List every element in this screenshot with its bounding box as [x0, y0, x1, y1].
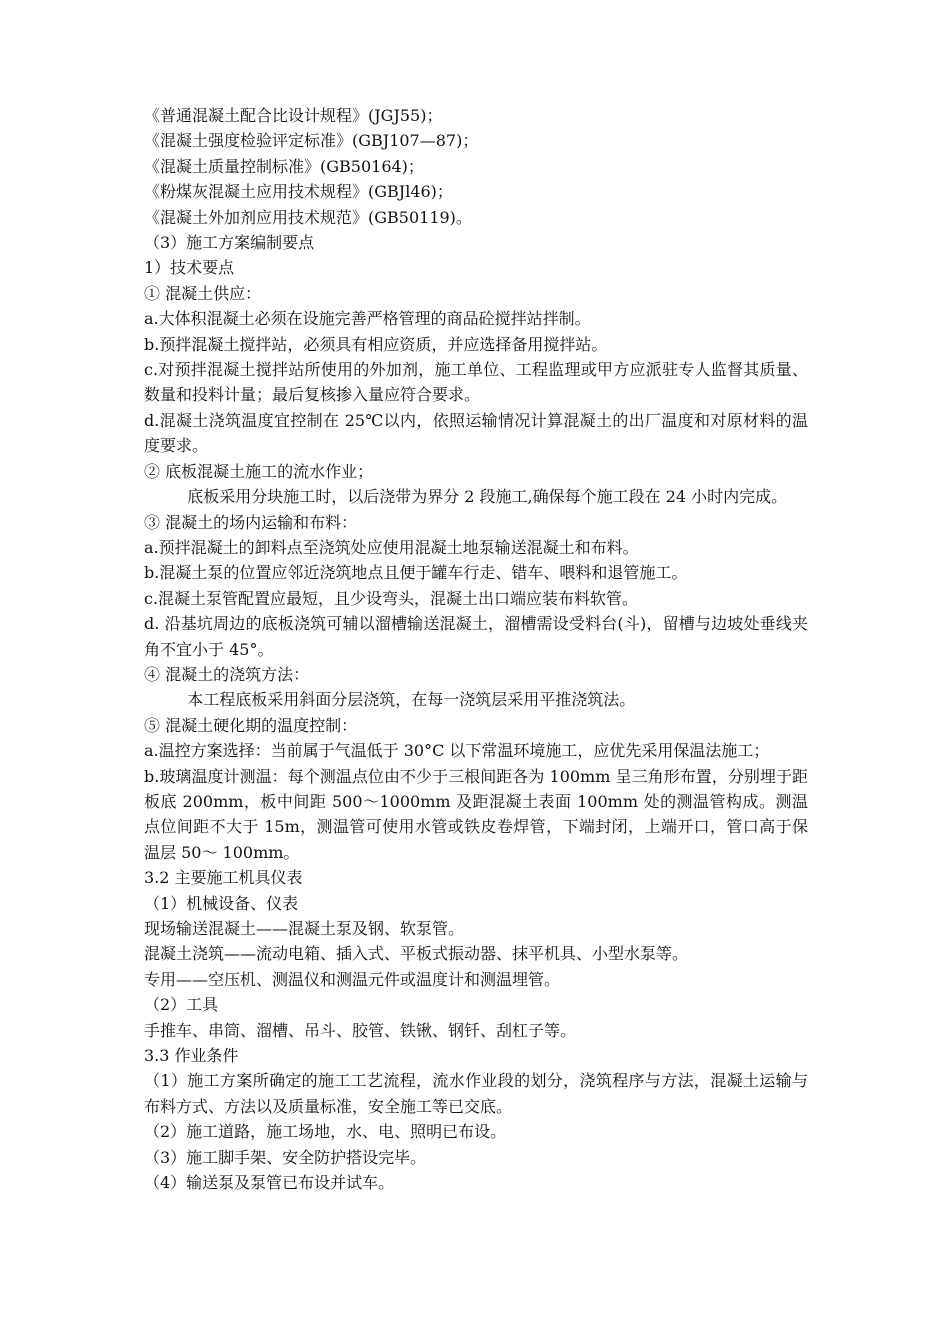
- heading-tools: （2）工具: [144, 995, 219, 1015]
- condition-item-2: （2）施工道路，施工场地，水、电、照明已布设。: [144, 1122, 507, 1142]
- condition-item-1: （1）施工方案所确定的施工工艺流程，流水作业段的划分，浇筑程序与方法，混凝土运输与布料方式、方法以及质量标准，安全施工等已交底。: [144, 1071, 808, 1116]
- transport-item-b: b.混凝土泵的位置应邻近浇筑地点且便于罐车行走、错车、喂料和退管施工。: [144, 563, 688, 583]
- machinery-item-special: 专用——空压机、测温仪和测温元件或温度计和测温埋管。: [144, 969, 561, 989]
- heading-site-transport: ③ 混凝土的场内运输和布料：: [144, 512, 358, 532]
- heading-section-3-2: 3.2 主要施工机具仪表: [144, 868, 303, 888]
- temperature-item-b: b.玻璃温度计测温：每个测温点位由不少于三根间距各为 100mm 呈三角形布置，分别埋于距板底 200mm，板中间距 500～1000mm 及距混凝土表面 100mm 处的测温管构成。测温点位间距不大于 15m，测温管可使用水管或铁皮卷焊管，下端封闭，上端开口，管口高于保温层 50～ 100mm。: [144, 766, 808, 862]
- transport-item-a: a.预拌混凝土的卸料点至浇筑处应使用混凝土地泵输送混凝土和布料。: [144, 537, 639, 557]
- standard-ref-gbj146: 《粉煤灰混凝土应用技术规程》(GBJl46)；: [144, 182, 453, 202]
- condition-item-3: （3）施工脚手架、安全防护搭设完毕。: [144, 1147, 427, 1167]
- flow-operation-text: 底板采用分块施工时，以后浇带为界分 2 段施工,确保每个施工段在 24 小时内完成。: [187, 487, 788, 507]
- document-body: [144, 103, 808, 1195]
- heading-technical-points: 1）技术要点: [144, 258, 235, 278]
- standard-ref-gbj107: 《混凝土强度检验评定标准》(GBJ107—87)；: [144, 131, 479, 151]
- pouring-method-text: 本工程底板采用斜面分层浇筑，在每一浇筑层采用平推浇筑法。: [187, 690, 636, 710]
- standard-ref-gb50164: 《混凝土质量控制标准》(GB50164)；: [144, 156, 424, 176]
- supply-item-d: d.混凝土浇筑温度宜控制在 25℃以内，依照运输情况计算混凝土的出厂温度和对原材料的温度要求。: [144, 410, 808, 456]
- tools-list: 手推车、串筒、溜槽、吊斗、胶管、铁锹、钢钎、刮杠子等。: [144, 1020, 577, 1040]
- heading-flow-operation: ② 底板混凝土施工的流水作业；: [144, 461, 374, 481]
- supply-item-a: a.大体积混凝土必须在设施完善严格管理的商品砼搅拌站拌制。: [144, 309, 591, 329]
- heading-section-3-3: 3.3 作业条件: [144, 1046, 239, 1066]
- standard-ref-jgj55: 《普通混凝土配合比设计规程》(JGJ55)；: [144, 106, 443, 125]
- machinery-item-transport: 现场输送混凝土——混凝土泵及钢、软泵管。: [144, 919, 465, 938]
- supply-item-c: c.对预拌混凝土搅拌站所使用的外加剂，施工单位、工程监理或甲方应派驻专人监督其质量、数量和投料计量；最后复核掺入量应符合要求。: [144, 360, 808, 405]
- heading-pouring-method: ④ 混凝土的浇筑方法：: [144, 664, 310, 684]
- heading-machinery: （1）机械设备、仪表: [144, 893, 299, 913]
- condition-item-4: （4）输送泵及泵管已布设并试车。: [144, 1173, 395, 1193]
- heading-concrete-supply: ① 混凝土供应：: [144, 283, 262, 303]
- heading-plan-key-points: （3）施工方案编制要点: [144, 233, 315, 253]
- transport-item-c: c.混凝土泵管配置应最短，且少设弯头，混凝土出口端应装布料软管。: [144, 588, 639, 608]
- machinery-item-pouring: 混凝土浇筑——流动电箱、插入式、平板式振动器、抹平机具、小型水泵等。: [144, 944, 689, 964]
- transport-item-d: d. 沿基坑周边的底板浇筑可辅以溜槽输送混凝土，溜槽需设受料台(斗)，留槽与边坡处垂线夹角不宜小于 45°。: [144, 614, 808, 659]
- heading-temperature-control: ⑤ 混凝土硬化期的温度控制：: [144, 715, 358, 735]
- temperature-item-a: a.温控方案选择：当前属于气温低于 30°C 以下常温环境施工，应优先采用保温法施工；: [144, 741, 770, 761]
- supply-item-b: b.预拌混凝土搅拌站，必须具有相应资质，并应选择备用搅拌站。: [144, 334, 608, 354]
- standard-ref-gb50119: 《混凝土外加剂应用技术规范》(GB50119)。: [144, 207, 472, 227]
